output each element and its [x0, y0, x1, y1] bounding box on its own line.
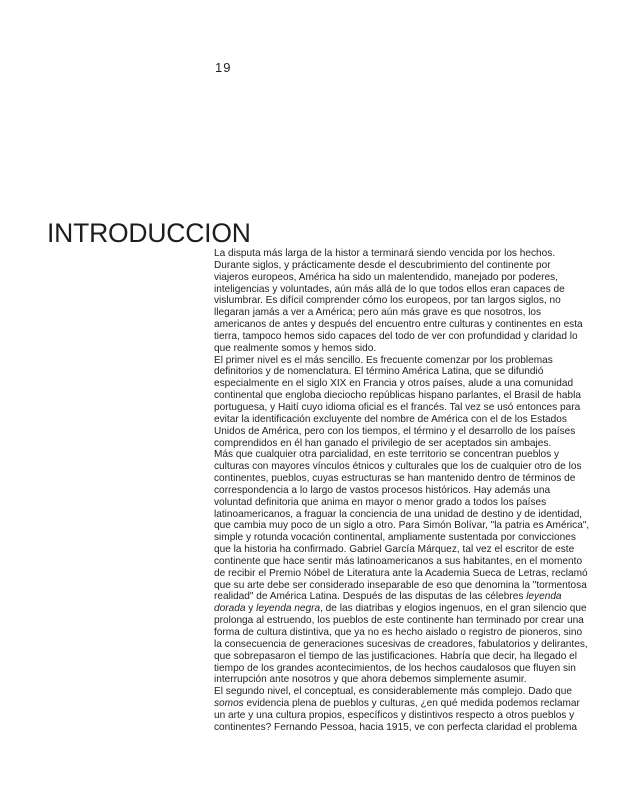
- text-line: simple y rotunda vocación continental, ampliamente sustentada por convicciones: [214, 532, 576, 544]
- text-line: continente que hace sentir más latinoamericanos a sus habitantes, en el momento: [214, 555, 583, 567]
- text-line: Unidos de América, pero con los tiempos, el término y el desarrollo de los países: [214, 425, 576, 437]
- text-line: prolonga al estruendo, los pueblos de este continente han terminado por crear una: [214, 615, 584, 627]
- body-text: [214, 248, 590, 734]
- paragraph: [214, 686, 586, 733]
- text-line: la consecuencia de generaciones sucesivas de creadores, fabulatorios y delirantes,: [214, 638, 588, 650]
- text-line: La disputa más larga de la histor a terminará siendo vencida por los hechos.: [214, 248, 556, 259]
- text-line: forma de cultura distintiva, que ya no es hecho aislado o registro de pioneros, sino: [214, 627, 583, 638]
- emphasis: leyenda negra: [256, 603, 321, 615]
- text-line: culturas con mayores vínculos étnicos y culturales que los de cualquier otro de los: [214, 461, 582, 473]
- text-line: realidad" de América Latina. Después de las disputas de las célebres leyenda: [214, 591, 562, 603]
- text-line: portuguesa, y Haití cuyo idioma oficial es el francés. Tal vez se usó entonces para: [214, 401, 581, 413]
- text-line: somos evidencia plena de pueblos y culturas, ¿en qué medida podemos reclamar: [214, 698, 580, 710]
- emphasis: leyenda: [526, 591, 562, 603]
- text-line: inteligencias y voluntades, aún más allá de lo que todos ellos eran capaces de: [214, 283, 565, 295]
- section-title: INTRODUCCION: [47, 218, 251, 248]
- text-line: tiempo de los grandes acontecimientos, de los hechos caudalosos que fluyen sin: [214, 662, 576, 674]
- text-line: que la historia ha confirmado. Gabriel García Márquez, tal vez el escritor de este: [214, 544, 575, 556]
- text-line: Durante siglos, y prácticamente desde el descubrimiento del continente por: [214, 259, 551, 271]
- text-line: especialmente en el siglo XIX en Francia y otros países, alude a una comunidad: [214, 378, 574, 390]
- paragraph: [214, 449, 590, 686]
- text-line: correspondencia a lo largo de vastos procesos históricos. Hay además una: [214, 484, 551, 496]
- text-line: evitar la identificación excluyente del nombre de América con el de los Estados: [214, 413, 567, 425]
- text-line: un arte y una cultura propios, específicos y distintivos respecto a otros pueblos y: [214, 709, 575, 721]
- text-line: voluntad definitoria que anima en mayor o menor grado a todos los países: [214, 496, 547, 508]
- text-line: latinoamericanos, a fraguar la conciencia de una unidad de destino y de identidad,: [214, 508, 583, 520]
- paragraph: [214, 355, 586, 450]
- emphasis: dorada: [214, 603, 246, 615]
- text-line: comprendidos en él han ganado el privilegio de ser aceptados sin ambajes.: [214, 437, 552, 449]
- text-line: que su arte debe ser considerado inseparable de eso que denomina la "tormentosa: [214, 579, 587, 591]
- page-number: 19: [215, 60, 232, 75]
- text-line: dorada y leyenda negra, de las diatribas y elogios ingenuos, en el gran silencio que: [214, 603, 587, 615]
- text-line: de recibir el Premio Nóbel de Literatura ante la Academia Sueca de Letras, reclamó: [214, 567, 588, 579]
- text-line: continentes? Fernando Pessoa, hacia 1915, ve con perfecta claridad el problema: [214, 721, 578, 733]
- text-line: continental que engloba dieciocho repúblicas hispano parlantes, el Brasil de habla: [214, 390, 581, 402]
- text-line: continentes, pueblos, cuyas estructuras se han mantenido dentro de términos de: [214, 473, 576, 485]
- text-line: americanos de antes y después del encuentro entre culturas y continentes en esta: [214, 319, 583, 331]
- text-line: El segundo nivel, el conceptual, es considerablemente más complejo. Dado que: [214, 686, 572, 698]
- text-line: definitorios y de nomenclatura. El término América Latina, que se difundió: [214, 366, 544, 378]
- text-line: que realmente somos y hemos sido.: [214, 342, 377, 354]
- paragraph: [214, 248, 586, 355]
- text-line: Más que cualquier otra parcialidad, en este territorio se concentran pueblos y: [214, 449, 560, 461]
- text-line: tierra, tampoco hemos sido capaces del todo de ver con profundidad y claridad lo: [214, 330, 578, 342]
- text-line: llegaran jamás a ver a América; pero aún más grave es que nosotros, los: [214, 307, 542, 319]
- text-line: que cambia muy poco de un siglo a otro. Para Simón Bolívar, "la patria es América",: [214, 520, 590, 532]
- text-line: vislumbrar. Es difícil comprender cómo los europeos, por tan largos siglos, no: [214, 295, 561, 307]
- text-line: que sobrepasaron el tiempo de las justificaciones. Habría que decir, ha llegado el: [214, 650, 578, 662]
- emphasis: somos: [214, 698, 244, 710]
- text-line: interrupción ante nosotros y que ahora debemos simplemente asumir.: [214, 674, 527, 686]
- text-line: viajeros europeos, América ha sido un malentendido, manejado por poderes,: [214, 271, 558, 283]
- text-line: El primer nivel es el más sencillo. Es frecuente comenzar por los problemas: [214, 354, 553, 366]
